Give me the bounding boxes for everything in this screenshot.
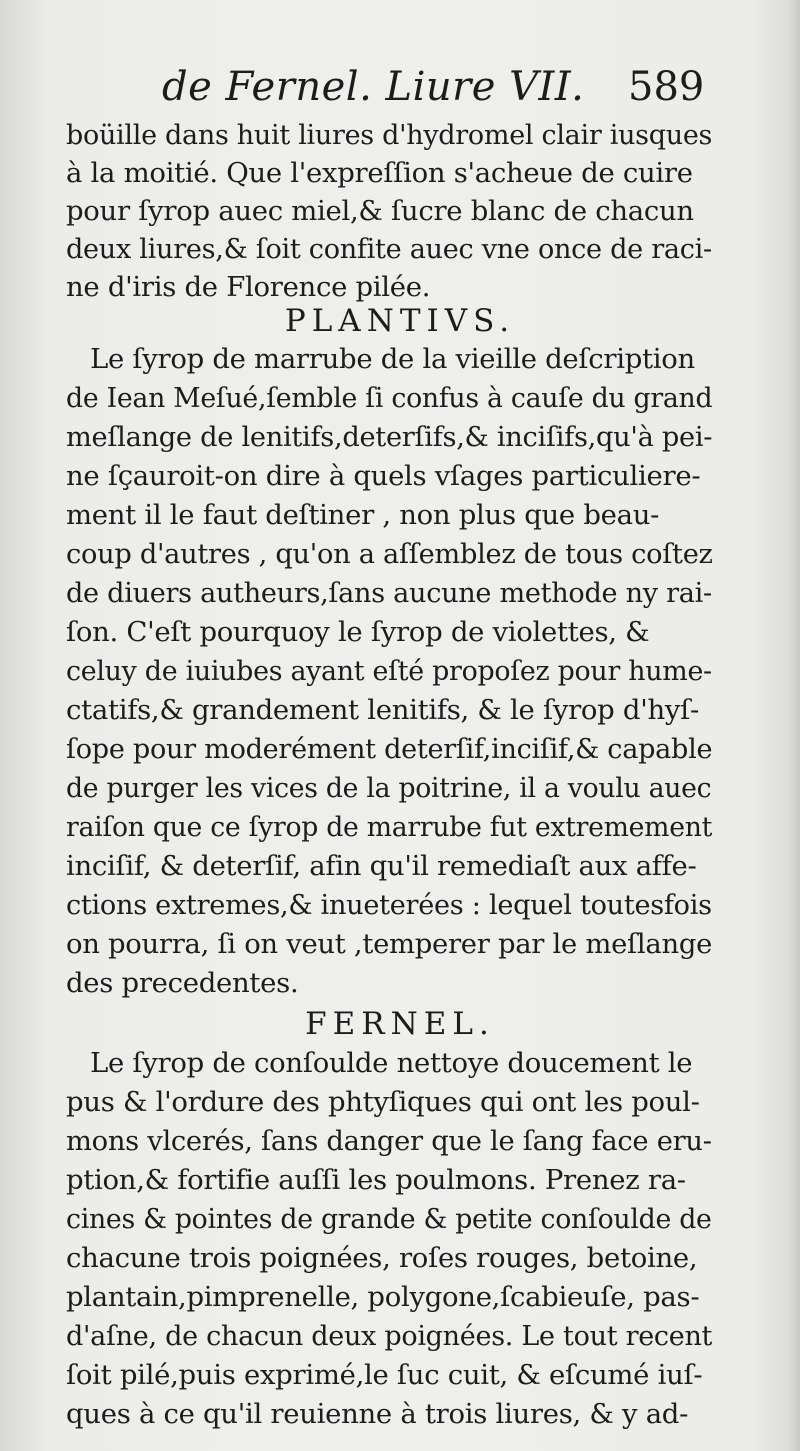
text-line: Le ſyrop de conſoulde nettoye doucement le bbox=[90, 1047, 693, 1079]
running-head: de Fernel. Liure VII. bbox=[162, 64, 585, 110]
text-line: ctatifs,& grandement lenitifs, & le ſyrop d'hyſ- bbox=[66, 694, 700, 726]
text-line: cines & pointes de grande & petite conſoulde de bbox=[66, 1203, 712, 1235]
text-line: ctions extremes,& inueterées : lequel toutesfois bbox=[66, 889, 712, 921]
text-line: meſlange de lenitifs,deterſifs,& inciſifs,qu'à pei- bbox=[66, 421, 713, 453]
text-line: ſon. C'eſt pourquoy le ſyrop de violettes, & bbox=[66, 616, 650, 648]
text-line: deux liures,& ſoit confite auec vne once de raci- bbox=[66, 233, 712, 265]
text-line: plantain,pimprenelle, polygone,ſcabieuſe, pas- bbox=[66, 1281, 700, 1313]
text-line: ption,& fortifie auſſi les poulmons. Prenez ra- bbox=[66, 1164, 686, 1196]
text-line: coup d'autres , qu'on a aſſemblez de tous coſtez bbox=[66, 538, 713, 570]
text-line: pus & l'ordure des phtyſiques qui ont les poul- bbox=[66, 1086, 700, 1118]
text-line: raiſon que ce ſyrop de marrube fut extremement bbox=[66, 811, 713, 843]
text-line: d'aſne, de chacun deux poignées. Le tout recent bbox=[66, 1320, 713, 1352]
text-line: on pourra, ſi on veut ,temperer par le meſlange bbox=[66, 928, 713, 960]
section-heading-fernel: FERNEL. bbox=[305, 1006, 495, 1042]
text-line: ne d'iris de Florence pilée. bbox=[66, 271, 431, 303]
text-line: inciſif, & deterſif, afin qu'il remediaſt aux affe- bbox=[66, 850, 697, 882]
text-line: mons vlcerés, ſans danger que le ſang face eru- bbox=[66, 1125, 712, 1157]
text-line: ment il le faut deſtiner , non plus que beau- bbox=[66, 499, 660, 531]
text-line: de diuers autheurs,ſans aucune methode ny rai- bbox=[66, 577, 712, 609]
text-line: ques à ce qu'il reuienne à trois liures, & y ad- bbox=[66, 1398, 689, 1430]
text-line: pour ſyrop auec miel,& ſucre blanc de chacun bbox=[66, 195, 694, 227]
page-edge-shadow bbox=[788, 0, 800, 1451]
section-heading-plantius: PLANTIVS. bbox=[284, 303, 516, 339]
text-line: celuy de iuiubes ayant eſté propoſez pour hume- bbox=[66, 655, 712, 687]
page-header bbox=[0, 64, 800, 114]
text-line: des precedentes. bbox=[66, 967, 299, 999]
text-line: ne ſçauroit-on dire à quels vſages particuliere- bbox=[66, 460, 701, 492]
text-line: à la moitié. Que l'expreſſion s'acheue de cuire bbox=[66, 157, 693, 189]
page-number: 589 bbox=[628, 64, 705, 110]
text-line: chacune trois poignées, roſes rouges, betoine, bbox=[66, 1242, 698, 1274]
text-line: Le ſyrop de marrube de la vieille deſcription bbox=[90, 343, 695, 375]
text-line: de Iean Meſué,ſemble ſi confus à cauſe du grand bbox=[66, 382, 713, 414]
text-line: de purger les vices de la poitrine, il a voulu auec bbox=[66, 772, 712, 804]
text-line: ſoit pilé,puis exprimé,le ſuc cuit, & eſcumé iuſ- bbox=[66, 1359, 703, 1391]
text-line: boüille dans huit liures d'hydromel clair iusques bbox=[66, 119, 713, 151]
text-line: ſope pour moderément deterſif,inciſif,& capable bbox=[66, 733, 713, 765]
